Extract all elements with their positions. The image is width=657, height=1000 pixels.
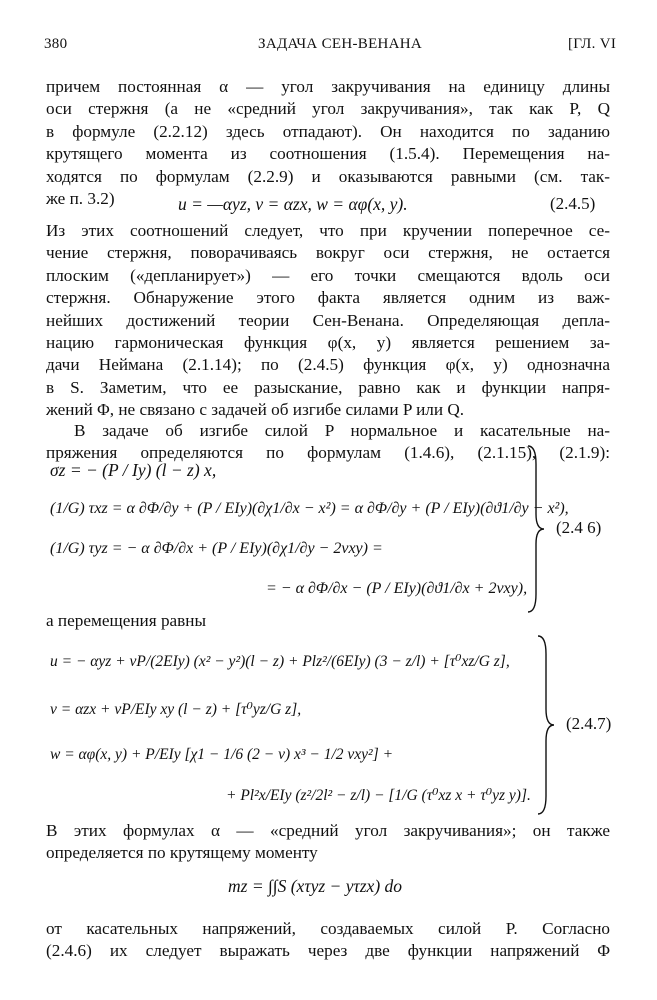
text-line: а перемещения равны (46, 611, 207, 630)
equation-2-4-7-line-1: u = − αyz + νP/(2EIy) (x² − y²)(l − z) + Plz²/(6EIy) (3 − z/l) + [τ⁰xz/G z], (50, 653, 510, 670)
paragraph-4 (46, 610, 610, 632)
equation-2-4-6-line-2: (1/G) τxz = α ∂Φ/∂y + (P / EIy)(∂χ1/∂x − x²) = α ∂Φ/∂y + (P / EIy)(∂ϑ1/∂y − x²), (50, 500, 569, 517)
equation-2-4-6-line-1: σz = − (P / Iy) (l − z) x, (50, 460, 217, 480)
equation-2-4-7-line-4: + Pl²x/EIy (z²/2l² − z/l) − [1/G (τ⁰xz x + τ⁰yz y)]. (226, 787, 531, 804)
text-line: нейших достижений теории Сен-Венана. Определяющая депла- (46, 310, 610, 330)
right-brace-icon (526, 444, 546, 614)
text-line: пряжения определяются по формулам (1.4.6), (2.1.15), (2.1.9): (46, 443, 610, 463)
right-brace-icon (536, 634, 556, 816)
text-line: жений Φ, не связано с задачей об изгибе силами P или Q. (46, 400, 465, 420)
text-line: в формуле (2.2.12) здесь отпадают). Он находится по заданию (46, 121, 610, 141)
equation-2-4-5: u = —αyz, v = αzx, w = αφ(x, y). (178, 194, 408, 214)
equation-2-4-6-line-3: (1/G) τyz = − α ∂Φ/∂x + (P / EIy)(∂χ1/∂y − 2νxy) = (50, 540, 383, 557)
equation-2-4-6-line-4: = − α ∂Φ/∂x − (P / EIy)(∂ϑ1/∂x + 2νxy), (266, 580, 528, 597)
text-line: чение стержня, поворачиваясь вокруг оси стержня, не остается (46, 243, 610, 263)
running-title: ЗАДАЧА СЕН-ВЕНАНА (258, 36, 423, 52)
text-line: (2.4.6) их следует выражать через две функции напряжений Φ (46, 941, 610, 961)
text-line: причем постоянная α — угол закручивания на единицу длины (46, 77, 610, 96)
text-line: крутящего момента из соотношения (1.5.4). Перемещения на- (46, 144, 610, 164)
text-line: нацию гармоническая функция φ(x, y) является решением за- (46, 333, 610, 353)
text-line: в S. Заметим, что ее разыскание, равно как и функции напря- (46, 377, 610, 397)
paragraph-5 (46, 820, 610, 865)
text-line: от касательных напряжений, создаваемых силой P. Согласно (46, 919, 610, 938)
text-line: стержня. Обнаружение этого факта является одним из важ- (46, 288, 610, 308)
equation-number-2-4-5: (2.4.5) (550, 194, 596, 213)
text-line: ходятся по формулам (2.2.9) и оказываются равными (см. так- (46, 166, 610, 186)
page-number: 380 (44, 36, 68, 52)
text-line: оси стержня (а не «средний угол закручивания», так как P, Q (46, 99, 610, 119)
chapter-marker: [ГЛ. VI (568, 36, 617, 52)
text-line: дачи Неймана (2.1.14); по (2.4.5) функция φ(x, y) однозначна (46, 355, 610, 375)
text-line: определяется по крутящему моменту (46, 843, 318, 863)
equation-2-4-7-line-3: w = αφ(x, y) + P/EIy [χ1 − 1/6 (2 − ν) x³ − 1/2 νxy²] + (50, 746, 394, 763)
text-line: Из этих соотношений следует, что при кручении поперечное се- (46, 221, 610, 240)
equation-2-4-7-line-2: v = αzx + νP/EIy xy (l − z) + [τ⁰yz/G z], (50, 701, 302, 718)
text-line: плоским («депланирует») — его точки смещаются вдоль оси (46, 265, 610, 285)
paragraph-1 (46, 76, 610, 210)
text-line: В этих формулах α — «средний угол закручивания»; он также (46, 821, 610, 840)
text-line: же п. 3.2) (46, 189, 115, 209)
paragraph-6 (46, 918, 610, 963)
equation-number-2-4-6: (2.4 6) (556, 518, 602, 537)
text-line: В задаче об изгибе силой P нормальное и касательные на- (74, 421, 610, 440)
equation-number-2-4-7: (2.4.7) (566, 714, 612, 733)
paragraph-2 (46, 220, 610, 422)
equation-mz: mz = ∫∫S (xτyz − yτzx) do (228, 876, 403, 896)
